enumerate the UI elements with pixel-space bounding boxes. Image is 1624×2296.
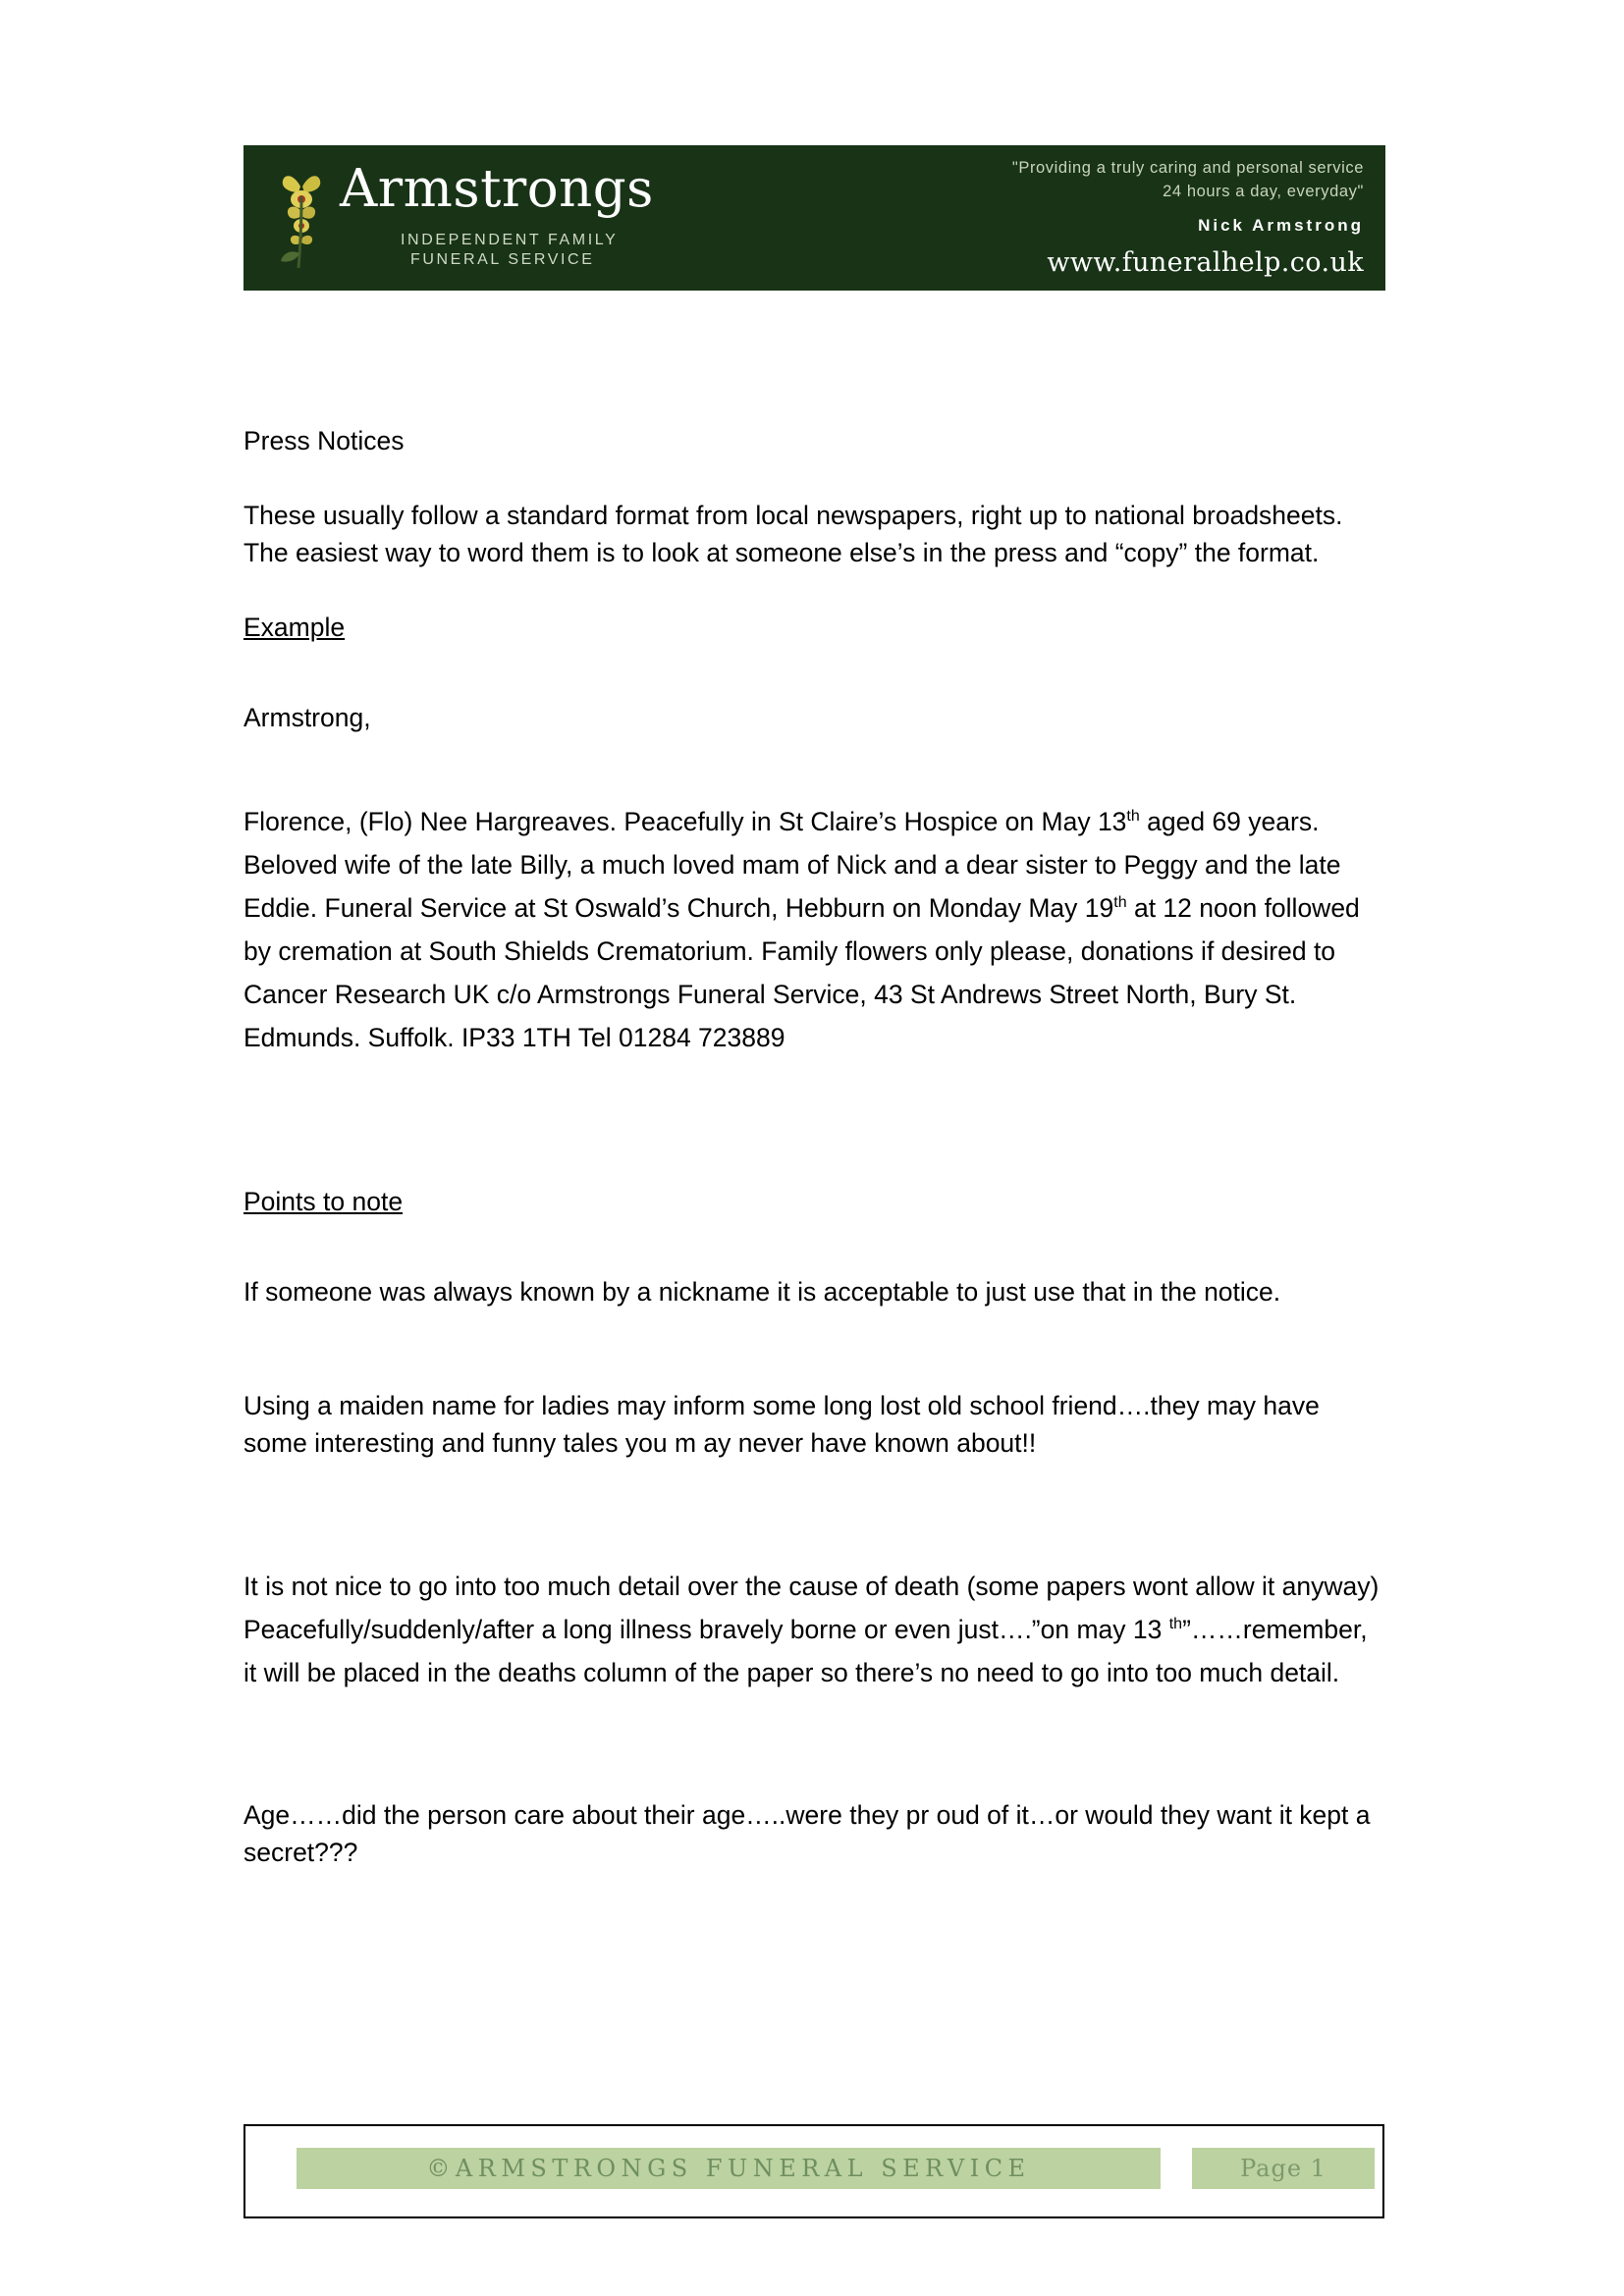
website-url[interactable]: www.funeralhelp.co.uk [1047, 247, 1364, 278]
brand-subtitle-line2: FUNERAL SERVICE [410, 251, 595, 268]
banner-right-section [814, 145, 1364, 291]
brand-name: Armstrongs [340, 159, 654, 219]
example-notice-text [244, 800, 1382, 1059]
tagline-line2: 24 hours a day, everyday" [1163, 183, 1364, 200]
spacer [244, 571, 1382, 609]
spacer [244, 1462, 1382, 1538]
point-4: Age……did the person care about their age…..were they pr oud of it…or would they want it kept a secret??? [244, 1800, 1371, 1867]
orchid-flower-icon [271, 167, 330, 270]
footer-copyright-text: ©ARMSTRONGS FUNERAL SERVICE [426, 2155, 1031, 2182]
footer-page-bar [1192, 2148, 1375, 2189]
owner-name: Nick Armstrong [1198, 216, 1364, 235]
example-surname: Armstrong, [244, 703, 371, 732]
page-footer [244, 2124, 1384, 2218]
point-3-ordinal: th [1168, 1615, 1183, 1632]
notice-ordinal-1: th [1126, 807, 1140, 825]
footer-page-number: Page 1 [1240, 2155, 1326, 2182]
page-title: Press Notices [244, 426, 405, 455]
points-to-note-heading: Points to note [244, 1187, 404, 1216]
spacer [244, 1720, 1382, 1796]
point-2: Using a maiden name for ladies may inform some long lost old school friend….they may have some interesting and funny tales you m ay never have known about!! [244, 1391, 1320, 1458]
spacer [244, 646, 1382, 699]
spacer [244, 459, 1382, 497]
point-3 [244, 1565, 1382, 1694]
footer-copyright-bar [297, 2148, 1161, 2189]
point-3-part-1: It is not nice to go into too much detail over the cause of death (some papers wont allow it anyway) Peacefully/suddenly/after a long illness bravely borne or even just….”on may 13 [244, 1571, 1380, 1644]
spacer [244, 1085, 1382, 1183]
document-body [244, 422, 1382, 1871]
spacer [244, 1310, 1382, 1387]
tagline-line1: "Providing a truly caring and personal service [1011, 159, 1364, 177]
spacer [244, 1220, 1382, 1273]
notice-part-3: at 12 noon followed by cremation at South Shields Crematorium. Family flowers only please, donations if desired to Cancer Research UK c/o Armstrongs Funeral Service, 43 St Andrews Street North, Bury St. Edmunds. Suffolk. IP33 1TH Tel 01284 723889 [244, 892, 1360, 1052]
point-1: If someone was always known by a nickname it is acceptable to just use that in the notice. [244, 1277, 1281, 1307]
point-3-part-2: ”……remember, it will be placed in the deaths column of the paper so there’s no need to go into too much detail. [244, 1614, 1368, 1687]
spacer [244, 736, 1382, 774]
brand-subtitle-line1: INDEPENDENT FAMILY [401, 232, 619, 248]
banner-left-section [244, 145, 852, 291]
notice-part-2: aged 69 years. Beloved wife of the late Billy, a much loved mam of Nick and a dear sister to Peggy and the late Eddie. Funeral Service at St Oswald’s Church, Hebburn on Monday May 19 [244, 806, 1341, 923]
intro-paragraph: These usually follow a standard format from local newspapers, right up to national broadsheets. The easiest way to word them is to look at someone else’s in the press and “copy” the format. [244, 501, 1343, 567]
letterhead-banner [244, 145, 1385, 291]
example-heading: Example [244, 613, 346, 642]
notice-part-1: Florence, (Flo) Nee Hargreaves. Peacefully in St Claire’s Hospice on May 13 [244, 806, 1127, 836]
notice-ordinal-2: th [1113, 893, 1127, 911]
